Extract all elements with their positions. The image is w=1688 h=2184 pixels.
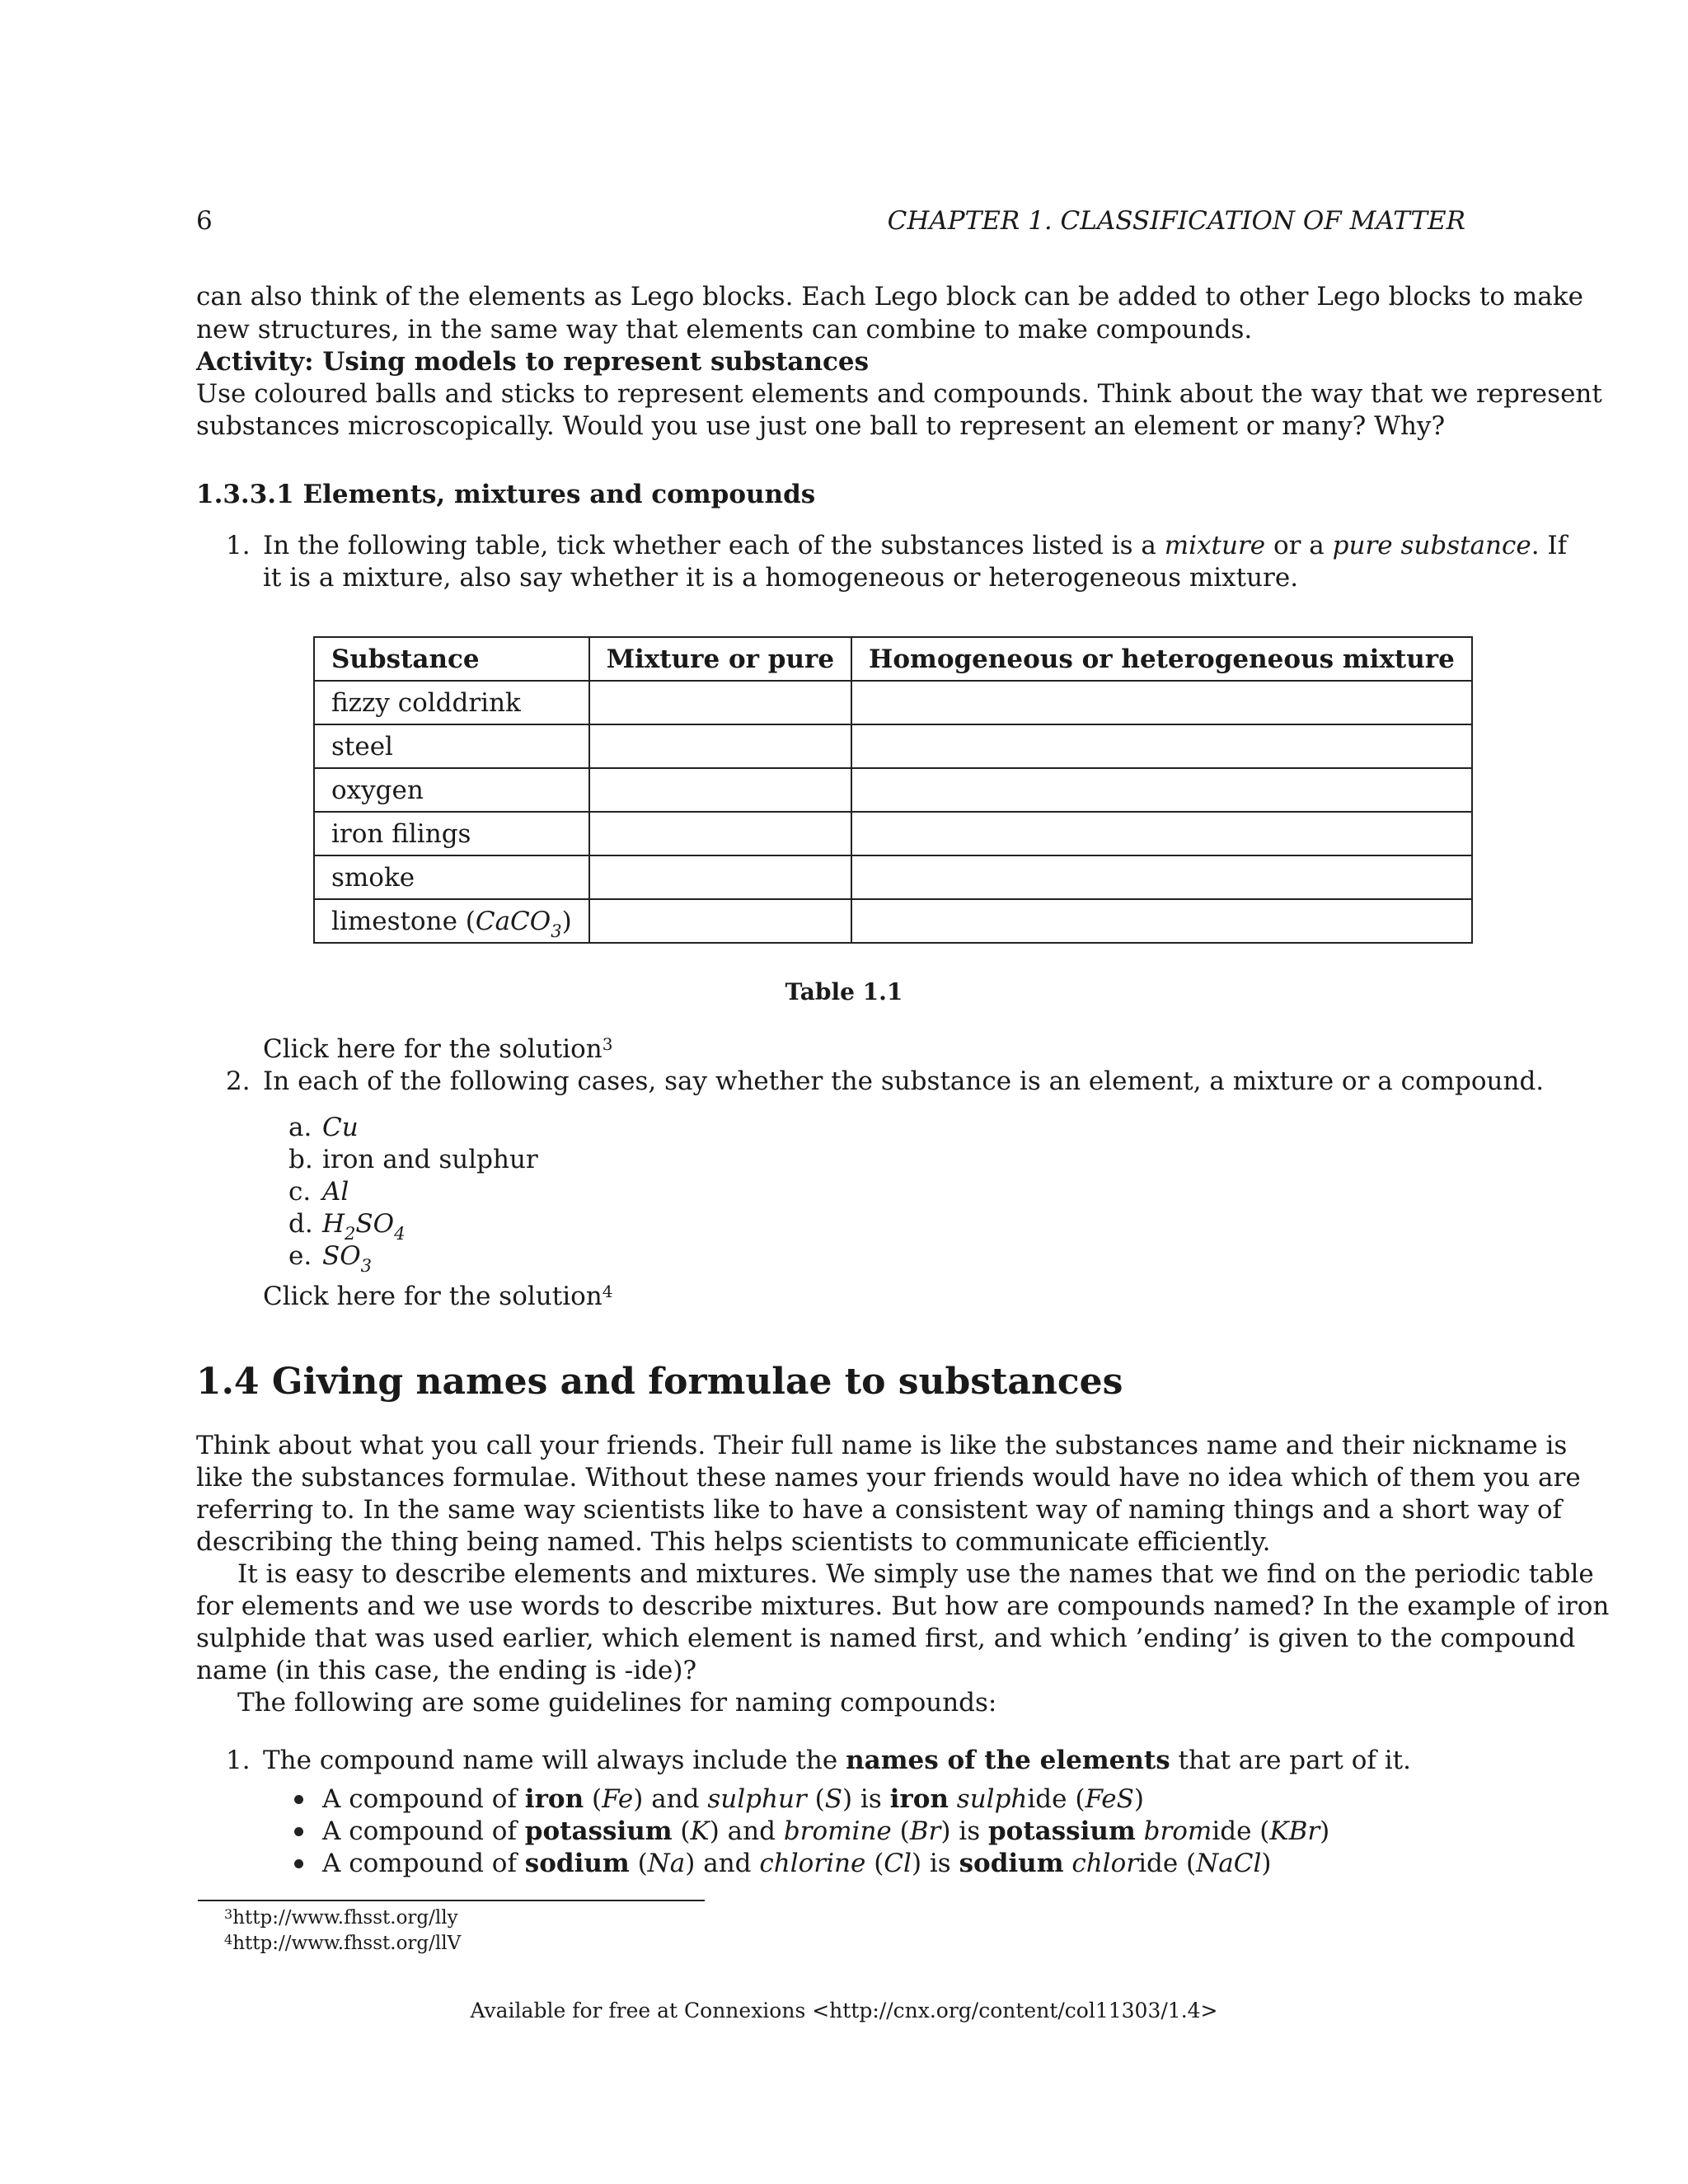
- paragraph-2-line: for elements and we use words to describe mixtures. But how are compounds named? In the example of iron: [196, 1591, 1610, 1621]
- q2-item-label: b.: [288, 1145, 313, 1174]
- activity-line-2: substances microscopically. Would you use just one ball to represent an element or many? Why?: [196, 411, 1446, 441]
- table-cell-mixture-or-pure[interactable]: [589, 724, 851, 768]
- activity-line-1: Use coloured balls and sticks to represent elements and compounds. Think about the way that we represent: [196, 379, 1602, 409]
- table-cell-substance: steel: [314, 724, 589, 768]
- solution-link-1-text[interactable]: Click here for the solution: [263, 1034, 603, 1064]
- table-cell-homogeneous[interactable]: [851, 724, 1472, 768]
- substance-table: [313, 636, 1473, 944]
- table-cell-mixture-or-pure[interactable]: [589, 812, 851, 855]
- q2-text: In each of the following cases, say whether the substance is an element, a mixture or a compound.: [263, 1066, 1545, 1096]
- page-footer: Available for free at Connexions <http://cnx.org/content/col11303/1.4>: [470, 1999, 1218, 2022]
- intro-line-2: new structures, in the same way that elements can combine to make compounds.: [196, 315, 1253, 344]
- section-heading: 1.4 Giving names and formulae to substances: [196, 1361, 1123, 1403]
- bullet-icon: [294, 1795, 303, 1804]
- running-title: CHAPTER 1. CLASSIFICATION OF MATTER: [887, 206, 1465, 236]
- footnote-ref-4: 4: [602, 1282, 613, 1301]
- q2-item-label: c.: [288, 1177, 312, 1207]
- table-header-substance: Substance: [314, 637, 589, 681]
- paragraph-1-line: describing the thing being named. This helps scientists to communicate efficiently.: [196, 1527, 1271, 1557]
- paragraph-1-line: Think about what you call your friends. Their full name is like the substances name and their nickname is: [196, 1431, 1568, 1460]
- solution-link-2-text[interactable]: Click here for the solution: [263, 1282, 603, 1311]
- q2-item-label: a.: [288, 1113, 312, 1142]
- table-cell-homogeneous[interactable]: [851, 812, 1472, 855]
- subsection-heading: 1.3.3.1 Elements, mixtures and compounds: [196, 480, 816, 509]
- table-row: [314, 812, 1472, 855]
- footnote: $^4$http://www.fhsst.org/llV: [224, 1932, 462, 1954]
- table-cell-mixture-or-pure[interactable]: [589, 768, 851, 812]
- table-header-mixture-or-pure: Mixture or pure: [589, 637, 851, 681]
- table-cell-mixture-or-pure[interactable]: [589, 899, 851, 943]
- table-cell-substance: smoke: [314, 855, 589, 899]
- footnote-link[interactable]: http://www.fhsst.org/llV: [232, 1933, 462, 1954]
- intro-line-1: can also think of the elements as Lego blocks. Each Lego block can be added to other Lego blocks to make: [196, 282, 1583, 312]
- q1-line-2: it is a mixture, also say whether it is a homogeneous or heterogeneous mixture.: [263, 563, 1299, 593]
- paragraph-2-line: It is easy to describe elements and mixtures. We simply use the names that we find on the periodic table: [237, 1559, 1594, 1589]
- solution-link-1[interactable]: [263, 1033, 613, 1066]
- guideline-number: 1.: [226, 1746, 251, 1775]
- q2-item-label: d.: [288, 1209, 313, 1239]
- bullet-icon: [294, 1859, 303, 1868]
- table-row: [314, 681, 1472, 724]
- table-row: [314, 855, 1472, 899]
- table-cell-homogeneous[interactable]: [851, 681, 1472, 724]
- table-row: [314, 724, 1472, 768]
- q2-item-text: $SO_3$: [322, 1241, 373, 1276]
- footnote-ref-3: 3: [602, 1034, 613, 1054]
- footnote: $^3$http://www.fhsst.org/lly: [224, 1906, 458, 1929]
- footnote-link[interactable]: http://www.fhsst.org/lly: [232, 1907, 458, 1929]
- table-cell-substance: oxygen: [314, 768, 589, 812]
- paragraph-1-line: referring to. In the same way scientists like to have a consistent way of naming things and a short way of: [196, 1495, 1563, 1525]
- activity-title: Activity: Using models to represent substances: [196, 347, 870, 377]
- q2-item-text: iron and sulphur: [322, 1145, 538, 1174]
- solution-link-2[interactable]: [263, 1280, 613, 1313]
- page-number: 6: [196, 206, 213, 236]
- paragraph-2-line: sulphide that was used earlier, which element is named first, and which ’ending’ is given to the compound: [196, 1624, 1576, 1653]
- table-cell-homogeneous[interactable]: [851, 768, 1472, 812]
- guideline-text: The compound name will always include the names of the elements that are part of it.: [263, 1746, 1411, 1775]
- bullet-item: A compound of sodium (Na) and chlorine (Cl) is sodium chloride (NaCl): [322, 1849, 1272, 1878]
- q2-item-text: $H_2SO_4$: [322, 1209, 406, 1244]
- table-row: [314, 899, 1472, 943]
- table-cell-mixture-or-pure[interactable]: [589, 681, 851, 724]
- table-cell-substance: fizzy colddrink: [314, 681, 589, 724]
- bullet-item: A compound of potassium (K) and bromine (Br) is potassium bromide (KBr): [322, 1816, 1330, 1846]
- table-cell-substance: limestone (CaCO$_3$): [314, 899, 589, 943]
- table-cell-substance: iron filings: [314, 812, 589, 855]
- table-header-row: [314, 637, 1472, 681]
- q2-item-text: Cu: [322, 1113, 359, 1142]
- table-row: [314, 768, 1472, 812]
- q2-item-label: e.: [288, 1241, 312, 1271]
- paragraph-3: The following are some guidelines for naming compounds:: [237, 1688, 997, 1718]
- table-cell-mixture-or-pure[interactable]: [589, 855, 851, 899]
- paragraph-2-line: name (in this case, the ending is -ide)?: [196, 1656, 697, 1685]
- table-cell-homogeneous[interactable]: [851, 899, 1472, 943]
- q2-item-text: Al: [322, 1177, 349, 1207]
- q1-number: 1.: [226, 531, 251, 560]
- table-cell-homogeneous[interactable]: [851, 855, 1472, 899]
- bullet-icon: [294, 1827, 303, 1836]
- q1-line-1: In the following table, tick whether each of the substances listed is a mixture or a pure substance. If: [263, 531, 1568, 560]
- table-caption: Table 1.1: [785, 978, 903, 1005]
- table-header-homogeneous: Homogeneous or heterogeneous mixture: [851, 637, 1472, 681]
- footnote-rule: [198, 1900, 705, 1901]
- paragraph-1-line: like the substances formulae. Without these names your friends would have no idea which of them you are: [196, 1463, 1581, 1493]
- q2-number: 2.: [226, 1066, 251, 1096]
- bullet-item: A compound of iron (Fe) and sulphur (S) is iron sulphide (FeS): [322, 1784, 1144, 1814]
